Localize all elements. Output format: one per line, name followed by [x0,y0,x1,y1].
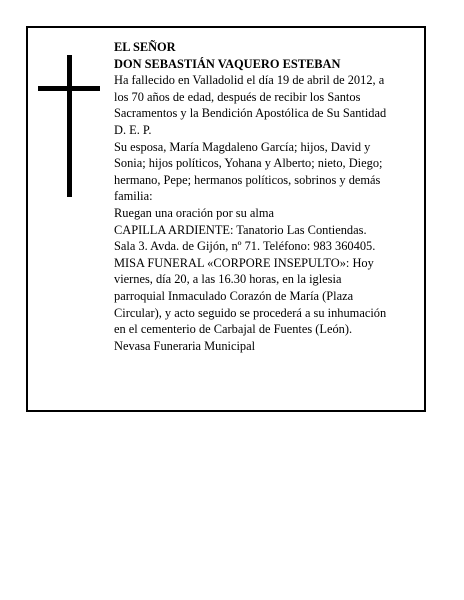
notice-body [114,39,420,354]
funeral-line: MISA FUNERAL «CORPORE INSEPULTO»: Hoy [114,255,374,270]
rest-in-peace: D. E. P. [114,122,152,137]
death-line: Sacramentos y la Bendición Apostólica de Su Santidad [114,106,387,121]
family-line: Su esposa, María Magdaleno García; hijos, David y [114,139,371,154]
chapel-line: CAPILLA ARDIENTE: Tanatorio Las Contiendas. [114,222,367,237]
funeral-line: Circular), y acto seguido se procederá a su inhumación [114,305,387,320]
death-line: los 70 años de edad, después de recibir los Santos [114,89,361,104]
funeral-line: viernes, día 20, a las 16.30 horas, en la iglesia [114,272,342,287]
funeral-home: Nevasa Funeraria Municipal [114,338,256,353]
prayer-request: Ruegan una oración por su alma [114,205,274,220]
funeral-line: parroquial Inmaculado Corazón de María (Plaza [114,288,354,303]
family-line: hermano, Pepe; hermanos políticos, sobrinos y demás [114,172,381,187]
family-line: Sonia; hijos políticos, Yohana y Alberto; nieto, Diego; [114,156,383,171]
family-line: familia: [114,189,153,204]
funeral-line: en el cementerio de Carbajal de Fuentes (León). [114,322,353,337]
deceased-name: DON SEBASTIÁN VAQUERO ESTEBAN [114,56,341,71]
death-line: Ha fallecido en Valladolid el día 19 de abril de 2012, a [114,73,385,88]
chapel-line: Sala 3. Avda. de Gijón, nº 71. Teléfono: 983 360405. [114,239,376,254]
cross-icon [38,55,100,197]
heading-title: EL SEÑOR [114,40,176,54]
